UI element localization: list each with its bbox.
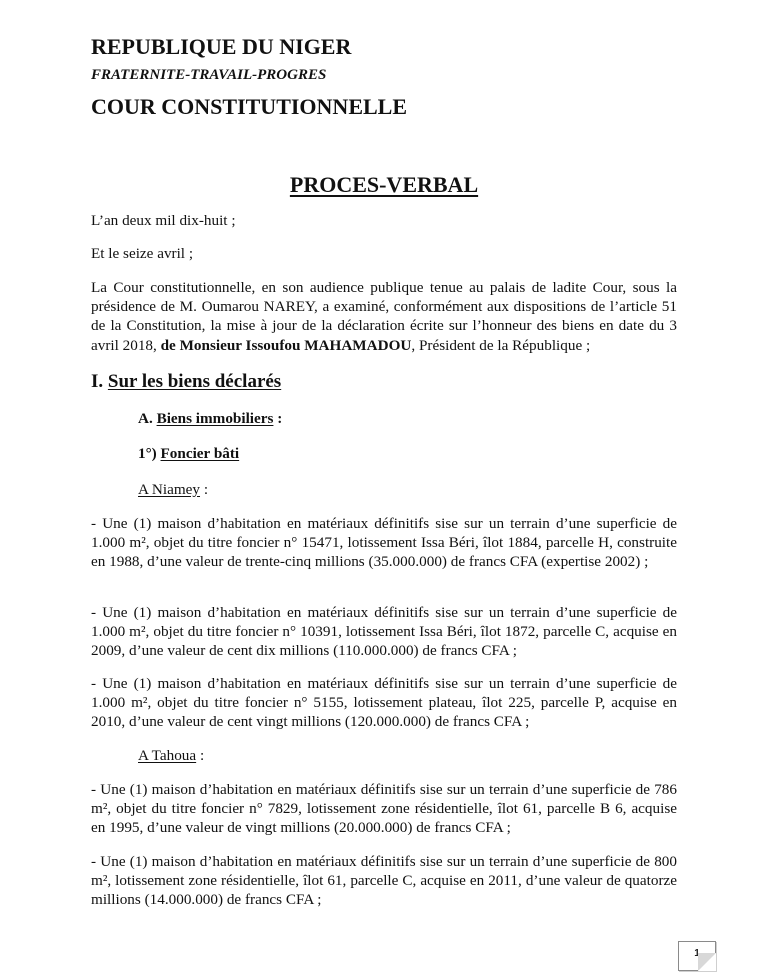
location-tahoua-colon: : <box>196 747 205 764</box>
intro-declarant-name: de Monsieur Issoufou MAHAMADOU <box>160 336 412 354</box>
subsection-colon: : <box>273 410 283 427</box>
location-tahoua-label: A Tahoua <box>138 747 197 764</box>
subsection-letter: A. <box>138 410 153 427</box>
item-number: 1°) <box>138 445 157 462</box>
location-tahoua <box>138 746 204 765</box>
header-court: COUR CONSTITUTIONNELLE <box>91 94 408 119</box>
property-entry: - Une (1) maison d’habitation en matériaux définitifs sise sur un terrain d’une superficie de 1.000 m², objet du titre foncier n° 5155, lotissement plateau, îlot 225, parcelle P, acquise en 2010, d’une valeur de cent vingt millions (120.000.000) de francs CFA ; <box>91 675 677 731</box>
page-number: 1 <box>694 948 700 959</box>
page-number-box <box>678 941 716 971</box>
location-niamey-colon: : <box>200 481 209 498</box>
intro-text-start: La Cour constitutionnelle, en son audience publique tenue au palais de ladite Cour, sous la présidence de M. Oumarou NAREY, a examiné, conformément aux dispositions de l’article 51 de la Constitution, la mise à jour de la déclaration écrite sur l’honneur des biens en date du 3 avril 2018, <box>91 279 677 354</box>
property-entry: - Une (1) maison d’habitation en matériaux définitifs sise sur un terrain d’une superficie de 1.000 m², objet du titre foncier n° 15471, lotissement Issa Béri, îlot 1884, parcelle H, construite en 1988, d’une valeur de trente-cinq millions (35.000.000) de francs CFA (expertise 2002) ; <box>91 515 677 571</box>
intro-paragraph <box>91 278 677 355</box>
property-entry: - Une (1) maison d’habitation en matériaux définitifs sise sur un terrain d’une superficie de 800 m², lotissement zone résidentielle, îlot 61, parcelle C, acquise en 2011, d’une valeur de quatorze millions (14.000.000) de francs CFA ; <box>91 853 677 909</box>
section-heading <box>91 371 281 393</box>
property-entry: - Une (1) maison d’habitation en matériaux définitifs sise sur un terrain d’une superficie de 786 m², objet du titre foncier n° 7829, lotissement zone résidentielle, îlot 61, parcelle B 6, acquise en 1995, d’une valeur de vingt millions (20.000.000) de francs CFA ; <box>91 781 677 837</box>
item-heading <box>138 444 239 463</box>
intro-year: L’an deux mil dix-huit ; <box>91 212 236 229</box>
section-title: Sur les biens déclarés <box>107 371 282 392</box>
document-title: PROCES-VERBAL <box>289 172 479 197</box>
property-entry: - Une (1) maison d’habitation en matériaux définitifs sise sur un terrain d’une superficie de 1.000 m², objet du titre foncier n° 10391, lotissement Issa Béri, îlot 1872, parcelle C, acquise en 2009, d’une valeur de cent dix millions (110.000.000) de francs CFA ; <box>91 604 677 660</box>
subsection-heading <box>138 409 282 428</box>
intro-day: Et le seize avril ; <box>91 245 194 262</box>
intro-text-end: , Président de la République ; <box>411 336 591 354</box>
location-niamey-label: A Niamey <box>138 481 201 498</box>
header-motto: FRATERNITE-TRAVAIL-PROGRES <box>91 67 327 83</box>
header-country: REPUBLIQUE DU NIGER <box>91 34 352 59</box>
item-title: Foncier bâti <box>160 445 240 462</box>
subsection-title: Biens immobiliers <box>156 410 274 427</box>
page-fold-corner <box>698 953 716 971</box>
location-niamey <box>138 480 208 499</box>
section-number: I. <box>91 371 104 392</box>
